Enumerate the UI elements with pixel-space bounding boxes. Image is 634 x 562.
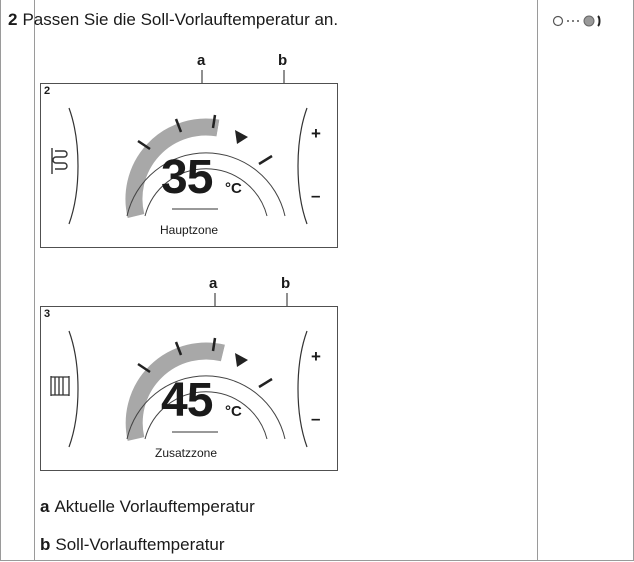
minus-button[interactable]: – [311,186,321,205]
legend-text: Aktuelle Vorlauftemperatur [54,497,255,516]
callout-b-label: b [281,275,291,292]
temperature-value: 35 [161,151,213,204]
callout-a-label: a [197,52,206,69]
minus-button[interactable]: – [311,409,321,428]
plus-button[interactable]: + [311,124,321,143]
callout-b-label: b [278,52,288,69]
figure-number: 3 [44,308,51,320]
legend-key: a [40,497,50,516]
temperature-unit: °C [225,403,242,420]
legend-item-a [40,497,255,517]
legend-key: b [40,535,51,554]
temperature-unit: °C [225,180,242,197]
temperature-value: 45 [161,374,213,427]
figure-number: 2 [44,85,51,97]
legend-text: Soll-Vorlauftemperatur [55,535,225,554]
step-number: 2 [8,10,18,29]
callout-a-label: a [209,275,218,292]
zone-name: Zusatzzone [155,446,218,460]
right-bracket [291,329,311,449]
step-text: Passen Sie die Soll-Vorlauftemperatur an. [22,10,339,29]
radiator-icon [49,373,71,399]
zone-name: Hauptzone [160,223,219,237]
legend-item-b [40,535,225,555]
controller-display-additional-zone [40,306,338,471]
plus-button[interactable]: + [311,347,321,366]
underline [172,431,218,433]
